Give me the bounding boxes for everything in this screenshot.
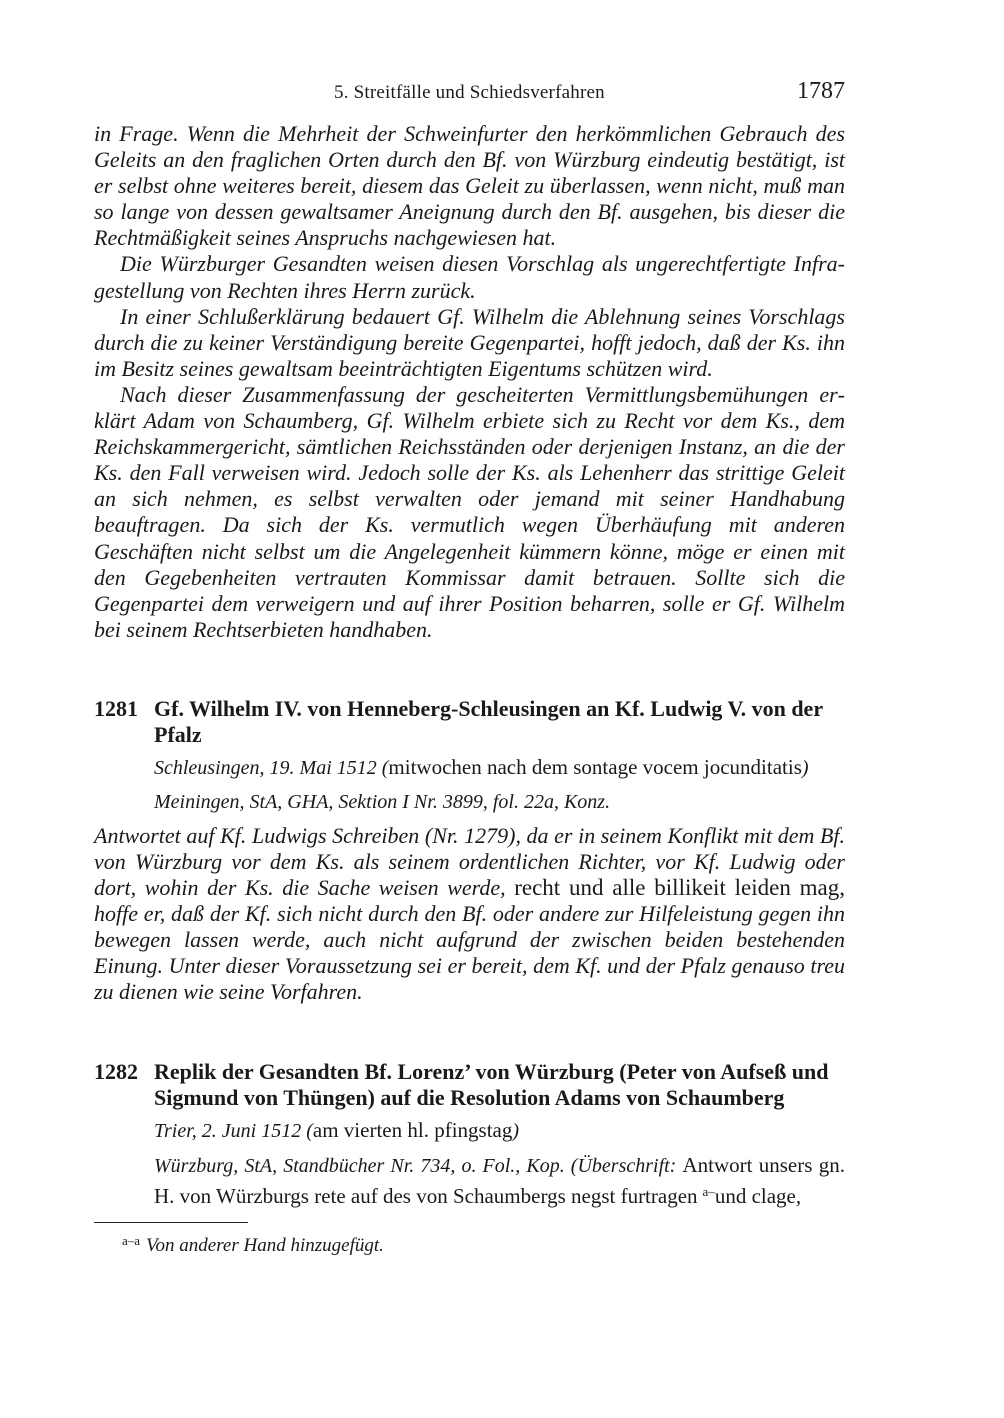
running-head [94,78,845,106]
continuation-paragraph-1: in Frage. Wenn die Mehrheit der Schweinfurter den herkömmlichen Gebrauch des Geleits an den fraglichen Orten durch den Bf. von Würzburg eindeutig bestätigt, ist er selbst ohne weiteres bereit, diesem das Geleit zu überlassen, wenn nicht, muß man so lange von dessen gewaltsamer Aneignung durch den Bf. ausgehen, bis dieser die Rechtmäßigkeit seines Anspruchs nachgewiesen hat. [94,121,845,251]
regest-part-b: hoffe er, daß der Kf. sich nicht durch den Bf. oder andere zur Hilfeleistung gegen ihn bewegen lassen werde, auch nicht aufgrund der zwischen beiden bestehenden Einung. Unter dieser Voraussetzung sei er bereit, dem Kf. und der Pfalz genauso treu zu dienen wie seine Vorfahren. [94,901,845,1005]
entry-heading [94,696,845,748]
entry-1282 [94,1059,845,1210]
page-number: 1787 [797,78,845,104]
entry-archive-line: Meiningen, StA, GHA, Sektion I Nr. 3899, fol. 22a, Konz. [154,790,611,813]
entry-1281 [94,696,845,1006]
entry-title: Replik der Gesandten Bf. Lorenz’ von Würzburg (Peter von Aufseß und Sigmund von Thüngen) auf die Resolution Adams von Schaumberg [154,1058,829,1110]
date-quote: am vierten hl. pfingstag [312,1117,513,1142]
entry-date-line [154,1118,845,1144]
entry-date-line [154,755,845,781]
date-close: ) [801,756,809,779]
continuation-paragraph-3: In einer Schlußerklärung bedauert Gf. Wilhelm die Ablehnung seines Vorschlags durch die zu keiner Verständigung bereite Gegenpartei, hofft jedoch, daß der Ks. ihn im Besitz seines gewaltsam beeinträchtigten Eigentums schützen wird. [94,303,845,381]
running-title: 5. Streitfälle und Schiedsverfahren [334,82,605,103]
source-part-a: Würzburg, StA, Standbücher Nr. 734, o. Fol., Kop. (Überschrift: [154,1154,677,1177]
footnote-text: Von anderer Hand hinzugefügt. [146,1235,384,1256]
entry-title: Gf. Wilhelm IV. von Henneberg-Schleusingen an Kf. Ludwig V. von der Pfalz [154,695,823,747]
footnote-divider [94,1222,248,1223]
entry-regest [94,823,845,1006]
regest-part-a: Antwortet auf Kf. Ludwigs Schreiben (Nr. 1279), da er in seinem Konflikt mit dem Bf. von Würzburg vor dem Ks. als seinem ordentlichen Richter, vor Kf. Ludwig oder dort, wohin der Ks. die Sache weisen werde, [94,822,845,901]
source-quote-b: und clage, [714,1183,802,1208]
date-place: Trier, 2. Juni 1512 ( [154,1119,313,1142]
continuation-paragraph-2: Die Würzburger Gesandten weisen diesen Vorschlag als ungerechtfertigte Infragestellung von Rechten ihres Herrn zurück. [94,251,845,303]
entry-heading [94,1059,845,1111]
date-place: Schleusingen, 19. Mai 1512 ( [154,756,389,779]
footnote [122,1229,384,1258]
date-close: ) [512,1119,520,1142]
date-quote: mitwochen nach dem sontage vocem jocunditatis [388,754,802,779]
page-body [94,121,845,1210]
entry-number: 1282 [94,1058,138,1084]
footnote-mark: a–a [122,1233,141,1248]
entry-source-line [154,1153,845,1210]
footnote-reference[interactable]: a– [702,1183,715,1199]
entry-number: 1281 [94,695,138,721]
regest-quote: recht und alle billikeit leiden mag, [514,875,845,901]
continuation-paragraph-4: Nach dieser Zusammenfassung der gescheiterten Vermittlungsbemühungen erklärt Adam von Schaumberg, Gf. Wilhelm erbiete sich zu Recht vor dem Ks., dem Reichskammergericht, sämtlichen Reichsständen oder derjenigen Instanz, an die der Ks. den Fall verweisen wird. Jedoch solle der Ks. als Lehenherr das strittige Geleit an sich nehmen, es selbst verwalten oder jemand mit seiner Handhabung beauftragen. Da sich der Ks. vermutlich wegen Überhäufung mit anderen Geschäften nicht selbst um die Angelegenheit kümmern könne, möge er einen mit den Gegebenheiten vertrauten Kommissar damit betrauen. Sollte sich die Gegenpartei dem verweigern und auf ihrer Position beharren, solle er Gf. Wilhelm bei seinem Rechtserbieten handhaben. [94,381,845,642]
source-quote: Antwort unsers gn. H. von Würzburgs rete auf des von Schaumbergs negst furtragen [154,1152,846,1208]
